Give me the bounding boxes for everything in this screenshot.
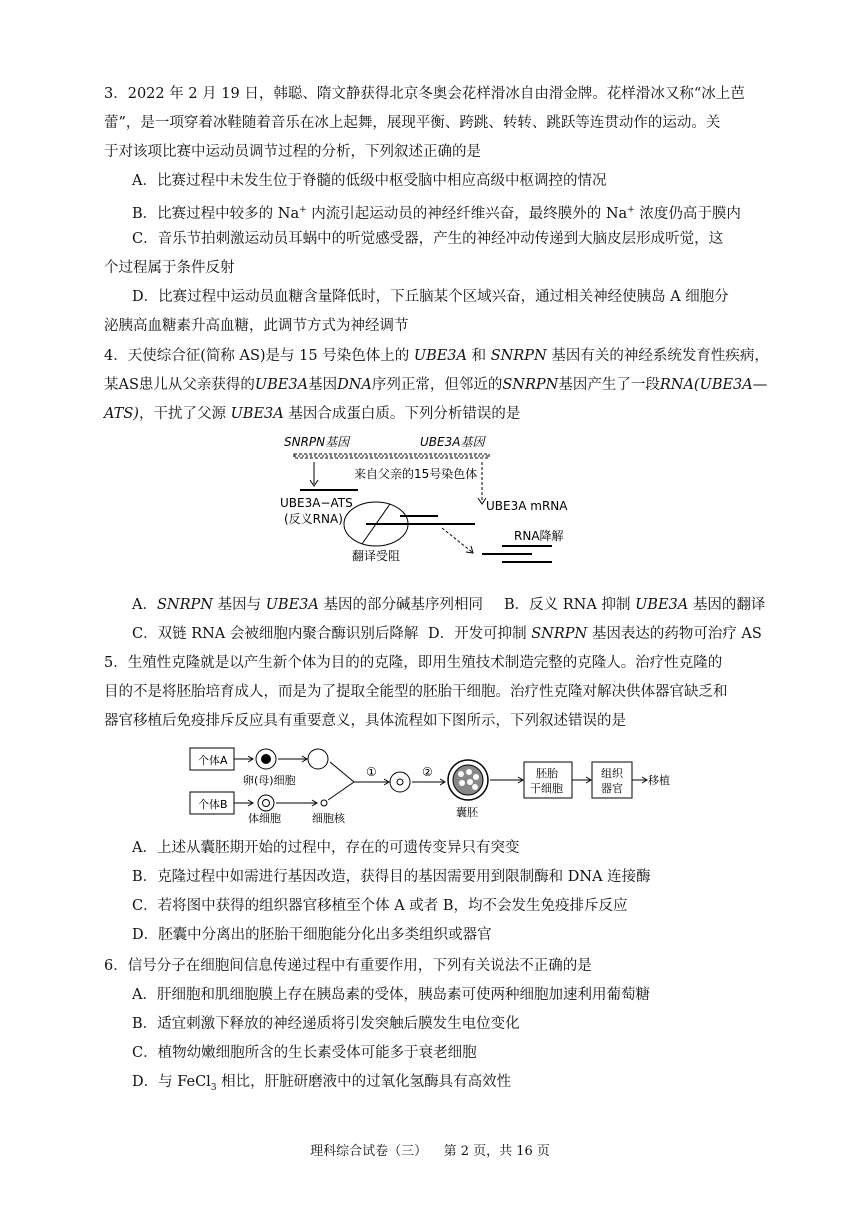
q4-option-d: D．开发可抑制 SNRPN 基因表达的药物可治疗 AS <box>428 626 762 642</box>
chromosome-label: 来自父亲的15号染色体 <box>354 467 478 481</box>
q4-gene-diagram <box>270 432 600 582</box>
q4-stem-line-1: 4．天使综合征(简称 AS)是与 15 号染色体上的 UBE3A 和 SNRPN 基因有关的神经系统发育性疾病， <box>104 348 769 364</box>
ats-label: UBE3A−ATS <box>280 496 353 510</box>
q3-stem-line-1: 3．2022 年 2 月 19 日，韩聪、隋文静获得北京冬奥会花样滑冰自由滑金牌。花样滑冰又称“冰上芭 <box>104 86 745 102</box>
q3-option-b: B．比赛过程中较多的 Na+ 内流引起运动员的神经纤维兴奋，最终膜外的 Na+ 浓度仍高于膜内 <box>132 205 741 222</box>
svg-text:细胞核: 细胞核 <box>312 812 345 825</box>
svg-text:体细胞: 体细胞 <box>248 812 281 825</box>
chromosome <box>294 454 489 458</box>
q3-option-c-cont: 个过程属于条件反射 <box>104 260 235 276</box>
page-footer: 理科综合试卷（三） 第 2 页，共 16 页 <box>310 1144 550 1159</box>
svg-text:干细胞: 干细胞 <box>530 782 563 795</box>
q3-option-c: C．音乐节拍刺激运动员耳蜗中的听觉感受器，产生的神经冲动传递到大脑皮层形成听觉，这 <box>132 231 724 247</box>
blastocyst <box>448 760 488 800</box>
q5-option-d: D．胚囊中分离出的胚胎干细胞能分化出多类组织或器官 <box>132 927 492 943</box>
step-1-label: ① <box>366 765 377 779</box>
cell-nucleus <box>321 800 327 806</box>
q5-option-c: C．若将图中获得的组织器官移植至个体 A 或者 B，均不会发生免疫排斥反应 <box>132 898 628 914</box>
q3-stem-line-2: 蕾”，是一项穿着冰鞋随着音乐在冰上起舞，展现平衡、跨跳、转转、跳跃等连贯动作的运动。关 <box>104 115 721 131</box>
q5-option-b: B．克隆过程中如需进行基因改造，获得目的基因需要用到限制酶和 DNA 连接酶 <box>132 869 651 885</box>
q4-stem-line-2: 某AS患儿从父亲获得的UBE3A基因DNA序列正常，但邻近的SNRPN基因产生了一段RNA(UBE3A— <box>104 377 768 393</box>
q5-cloning-flowchart <box>188 740 708 826</box>
svg-text:卵(母)细胞: 卵(母)细胞 <box>243 774 296 787</box>
egg-cell <box>256 749 276 769</box>
svg-text:囊胚: 囊胚 <box>456 806 478 819</box>
ube3a-gene-label: UBE3A基因 <box>420 435 485 449</box>
q4-option-a: A．SNRPN 基因与 UBE3A 基因的部分碱基序列相同 <box>132 597 483 613</box>
q5-stem-line-3: 器官移植后免疫排斥反应具有重要意义，具体流程如下图所示，下列叙述错误的是 <box>104 713 626 729</box>
step-2-label: ② <box>422 765 433 779</box>
ube3a-mrna-label: UBE3A mRNA <box>486 499 568 513</box>
q5-option-a: A．上述从囊胚期开始的过程中，存在的可遗传变异只有突变 <box>132 840 520 856</box>
q5-stem-line-1: 5．生殖性克隆就是以产生新个体为目的的克隆，即用生殖技术制造完整的克隆人。治疗性克隆的 <box>104 655 723 671</box>
q6-option-b: B．适宜刺激下释放的神经递质将引发突触后膜发生电位变化 <box>132 1016 520 1032</box>
reconstructed-cell <box>390 772 410 792</box>
svg-text:器官: 器官 <box>601 782 623 795</box>
q4-option-c: C．双链 RNA 会被细胞内聚合酶识别后降解 <box>132 626 419 642</box>
translation-blocked-label: 翻译受阻 <box>352 549 401 563</box>
q6-stem: 6．信号分子在细胞间信息传递过程中有重要作用，下列有关说法不正确的是 <box>104 958 592 974</box>
q3-option-a: A．比赛过程中未发生位于脊髓的低级中枢受脑中相应高级中枢调控的情况 <box>132 173 607 189</box>
q6-option-c: C．植物幼嫩细胞所含的生长素受体可能多于衰老细胞 <box>132 1045 477 1061</box>
q6-option-a: A．肝细胞和肌细胞膜上存在胰岛素的受体，胰岛素可使两种细胞加速利用葡萄糖 <box>132 987 650 1003</box>
somatic-cell <box>258 795 274 811</box>
svg-text:组织: 组织 <box>601 767 623 780</box>
q6-option-d: D．与 FeCl$_3$ 相比，肝脏研磨液中的过氧化氢酶具有高效性 <box>132 1074 512 1093</box>
svg-text:个体A: 个体A <box>198 754 228 767</box>
svg-text:个体B: 个体B <box>198 798 228 811</box>
q4-option-b: B．反义 RNA 抑制 UBE3A 基因的翻译 <box>504 597 766 613</box>
q3-option-d: D．比赛过程中运动员血糖含量降低时，下丘脑某个区域兴奋，通过相关神经使胰岛 A 细胞分 <box>132 289 729 305</box>
rna-degradation-label: RNA降解 <box>514 529 564 543</box>
q3-stem-line-3: 于对该项比赛中运动员调节过程的分析，下列叙述正确的是 <box>104 144 481 160</box>
q5-stem-line-2: 目的不是将胚胎培育成人，而是为了提取全能型的胚胎干细胞。治疗性克隆对解决供体器官缺乏和 <box>104 684 728 700</box>
svg-text:胚胎: 胚胎 <box>536 767 558 780</box>
transplant-label: 移植 <box>648 774 670 787</box>
antisense-label: (反义RNA) <box>284 512 343 526</box>
q3-option-d-cont: 泌胰高血糖素升高血糖，此调节方式为神经调节 <box>104 318 409 334</box>
enucleated-egg <box>308 749 328 769</box>
snrpn-gene-label: SNRPN基因 <box>284 435 350 449</box>
q4-stem-line-3: ATS)，干扰了父源 UBE3A 基因合成蛋白质。下列分析错误的是 <box>104 406 521 422</box>
